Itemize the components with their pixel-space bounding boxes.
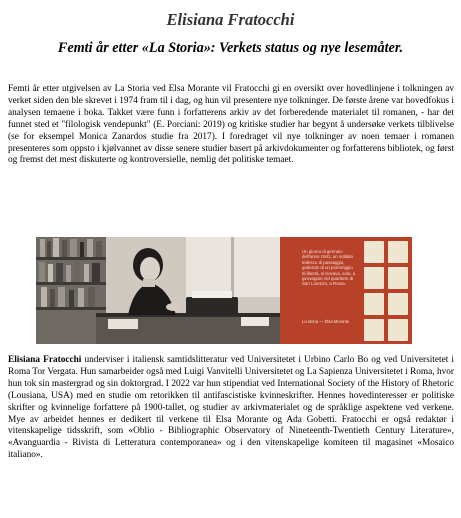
book-cover-thumbnail — [364, 293, 384, 315]
novel-excerpt-text: Un giorno di gennaio dell'anno 1941, un soldato tedesco di passaggio, godendo di un pomeriggio di libertà, si trovava, solo, a girovagare nel quartiere di San Lorenzo, a Roma. — [302, 249, 356, 287]
talk-title: Femti år etter «La Storia»: Verkets status og nye lesemåter. — [57, 40, 404, 56]
bio-text: underviser i italiensk samtidslitteratur ved Universitetet i Urbino Carlo Bo og ved Universitetet i Roma Tor Vergata. Hun samarbeider også med Luigi Vanvitelli Universitetet og La Sapienza Universitetet i Roma, hvor hun tok sin mastergrad og sin doktorgrad. I 2022 var hun stipendiat ved International Society of the History of Rhetoric (Lousiana, USA) med en studie om retorikken til antifascistiske kvinneskrifter. Hennes hovedinteresser er politiske skrifter og kvinnelige forfattere på 1900-tallet, og studier av arkivmaterialet og de språklige aspektene ved verkene. Mye av arbeidet hennes er dedikert til verkene til Elsa Morante og Ada Gobetti. Fratocchi er også redaktør i vitenskapelige tidsskrift, som «Oblio - Bibliographic Observatory of Nineteenth-Twentieth Century Literature», «Avanguardia - Rivista di Letteratura contemporanea» og i den vitenskapelige komiteen til magasinet «Mosaico italiano». — [8, 355, 454, 461]
book-cover-thumbnail — [388, 241, 408, 263]
book-cover-thumbnail — [388, 293, 408, 315]
book-cover-thumbnails — [364, 241, 410, 341]
book-cover-thumbnail — [364, 241, 384, 263]
author-photo — [36, 237, 280, 344]
book-cover-thumbnail — [388, 267, 408, 289]
book-cover-thumbnail — [364, 319, 384, 341]
author-photo-banner — [36, 237, 412, 344]
abstract-paragraph: Femti år etter utgivelsen av La Storia ved Elsa Morante vil Fratocchi gi en oversikt over hovedlinjene i tolkningen av verket siden den ble skrevet i 1974 fram til i dag, og hun vil presentere nye tolkninger. De første årene var hovedfokus i analysen temaene i boka. Takket være funn i forfatterens arkiv av det forberedende materialet til romanen, - har det funnet sted et "filologisk vendepunkt" (E. Porciani: 2019) og kritiske studier har begynt å undersøke verkets tilblivelse (se for eksempel Monica Zanardos studie fra 2017). I foredraget vil nye tolkninger av noen temaer i romanen presenteres som oppsto i kjølvannet av disse senere studier basert på arkivdokumenter og forfatterens bibliotek, og først og fremst det mest diskuterte og kontroversielle, nemlig det politiske temaet. — [8, 84, 454, 166]
novel-excerpt-caption: La storia — Elsa Morante — [302, 319, 350, 324]
book-cover-thumbnail — [388, 319, 408, 341]
author-bio-paragraph — [8, 355, 454, 462]
author-heading: Elisiana Fratocchi — [166, 10, 295, 29]
novel-excerpt-panel — [280, 237, 412, 344]
bio-author-name: Elisiana Fratocchi — [8, 355, 82, 365]
book-cover-thumbnail — [364, 267, 384, 289]
